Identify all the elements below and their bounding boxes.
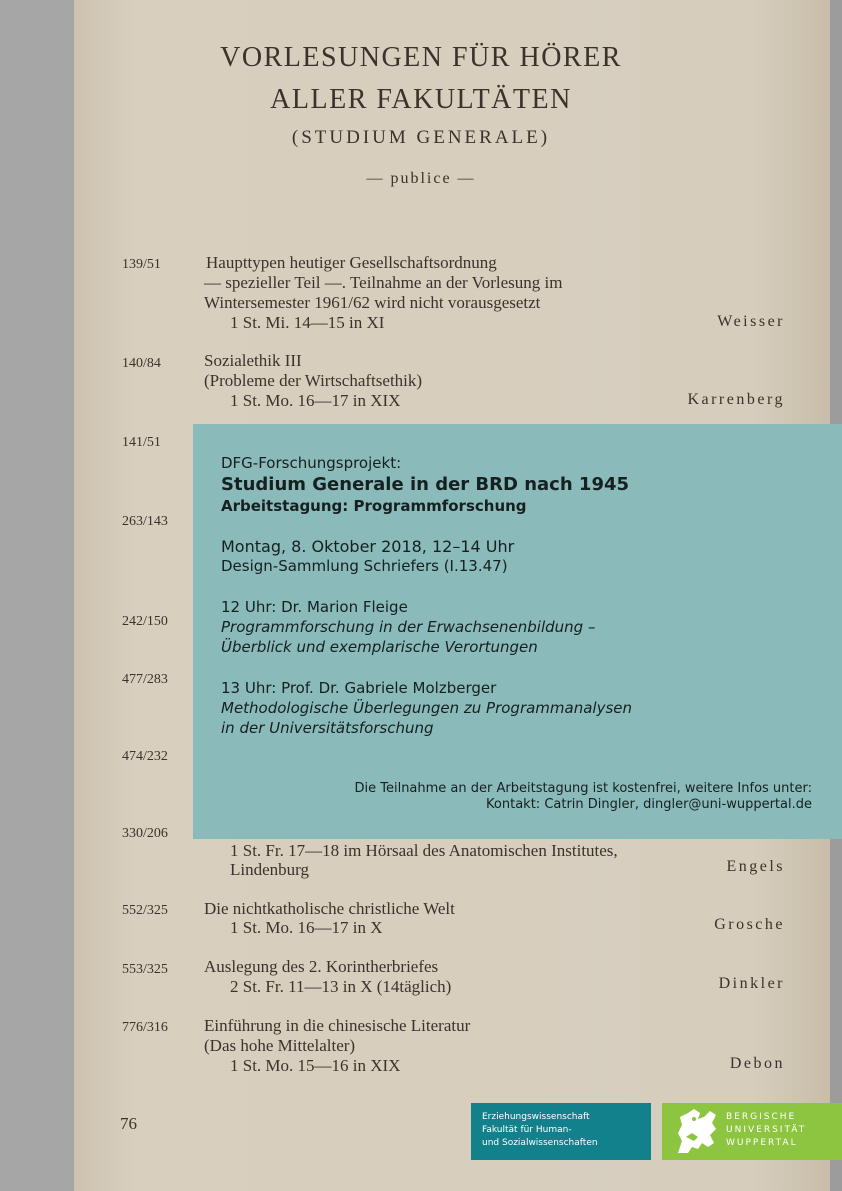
entry-line: 1 St. Mo. 16—17 in X <box>230 918 383 937</box>
entry-line: 2 St. Fr. 11—13 in X (14täglich) <box>230 977 452 996</box>
event-announcement-box <box>193 424 842 839</box>
talk-2-title: Methodologische Überlegungen zu Programmanalysen <box>221 699 633 717</box>
faculty-name: Erziehungswissenschaft <box>482 1112 590 1122</box>
entry-code: 553/325 <box>122 962 168 977</box>
heading-line-2: ALLER FAKULTÄTEN <box>270 84 572 115</box>
event-subtitle: Arbeitstagung: Programmforschung <box>221 497 527 515</box>
faculty-badge <box>471 1103 651 1160</box>
talk-1-speaker: 12 Uhr: Dr. Marion Fleige <box>221 598 408 616</box>
entry-line: 1 St. Mo. 16—17 in XIX <box>230 391 401 410</box>
entry-lecturer: Engels <box>726 858 785 875</box>
entry-code: 552/325 <box>122 903 168 918</box>
heading-line-4: — publice — <box>366 170 476 187</box>
entry-line: (Probleme der Wirtschaftsethik) <box>204 371 423 390</box>
entry-lecturer: Grosche <box>714 916 785 933</box>
entry-line: Einführung in die chinesische Literatur <box>204 1016 471 1035</box>
lion-crest-icon <box>672 1107 720 1156</box>
entry-line: — spezieller Teil —. Teilnahme an der Vorlesung im <box>204 273 563 292</box>
entry-code: 330/206 <box>122 826 168 841</box>
event-title: Studium Generale in der BRD nach 1945 <box>221 474 630 495</box>
entry-line: 1 St. Fr. 17—18 im Hörsaal des Anatomischen Institutes, <box>230 841 618 860</box>
entry-code: 474/232 <box>122 749 168 764</box>
talk-1-title: Programmforschung in der Erwachsenenbildung – <box>221 618 596 636</box>
entry-code: 139/51 <box>122 257 161 272</box>
entry-code: 263/143 <box>122 514 168 529</box>
entry-code: 242/150 <box>122 614 168 629</box>
entry-line: 1 St. Mi. 14—15 in XI <box>230 313 385 332</box>
faculty-name: Fakultät für Human- <box>482 1125 572 1135</box>
university-name: UNIVERSITÄT <box>726 1125 807 1135</box>
entry-code: 477/283 <box>122 672 168 687</box>
entry-line: (Das hohe Mittelalter) <box>204 1036 356 1055</box>
entry-line: Auslegung des 2. Korintherbriefes <box>204 957 439 976</box>
participation-note: Die Teilnahme an der Arbeitstagung ist kostenfrei, weitere Infos unter: <box>354 781 812 796</box>
project-label: DFG-Forschungsprojekt: <box>221 454 402 472</box>
entry-code: 776/316 <box>122 1020 168 1035</box>
contact-line: Kontakt: Catrin Dingler, dingler@uni-wuppertal.de <box>486 797 812 812</box>
talk-2-speaker: 13 Uhr: Prof. Dr. Gabriele Molzberger <box>221 679 497 697</box>
entry-line: Sozialethik III <box>204 351 302 370</box>
entry-lecturer: Karrenberg <box>687 391 785 408</box>
entry-code: 141/51 <box>122 435 161 450</box>
heading-line-3: (STUDIUM GENERALE) <box>291 127 551 148</box>
entry-line: Haupttypen heutiger Gesellschaftsordnung <box>206 253 497 272</box>
university-badge <box>662 1103 842 1160</box>
entry-line: 1 St. Mo. 15—16 in XIX <box>230 1056 401 1075</box>
entry-lecturer: Debon <box>729 1055 785 1072</box>
entry-lecturer: Weisser <box>717 313 785 330</box>
entry-code: 140/84 <box>122 356 161 371</box>
heading-line-1: VORLESUNGEN FÜR HÖRER <box>220 42 622 73</box>
event-location: Design-Sammlung Schriefers (I.13.47) <box>221 557 508 575</box>
university-name: WUPPERTAL <box>726 1138 798 1148</box>
event-date: Montag, 8. Oktober 2018, 12–14 Uhr <box>221 537 515 556</box>
page-number: 76 <box>120 1114 137 1133</box>
faculty-name: und Sozialwissenschaften <box>482 1138 598 1148</box>
university-name: BERGISCHE <box>726 1112 797 1122</box>
talk-1-title: Überblick und exemplarische Verortungen <box>221 638 538 656</box>
talk-2-title: in der Universitätsforschung <box>221 719 434 737</box>
entry-lecturer: Dinkler <box>718 975 785 992</box>
entry-line: Wintersemester 1961/62 wird nicht vorausgesetzt <box>204 293 541 312</box>
entry-line: Lindenburg <box>230 860 310 879</box>
entry-line: Die nichtkatholische christliche Welt <box>204 899 455 918</box>
